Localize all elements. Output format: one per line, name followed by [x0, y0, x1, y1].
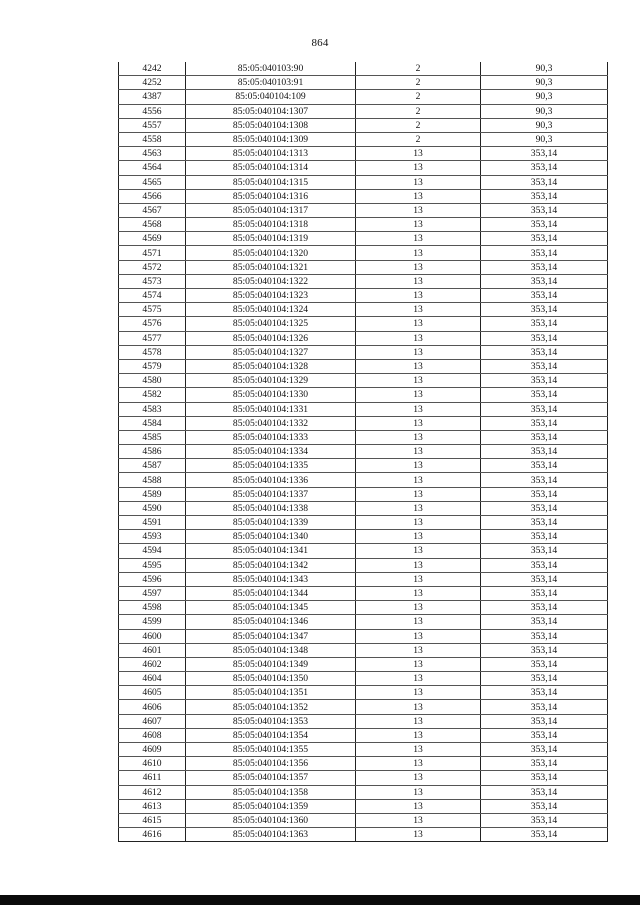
cadastral-number-cell: 85:05:040104:1360 — [186, 813, 356, 827]
area-cell: 90,3 — [481, 62, 608, 76]
area-cell: 353,14 — [481, 317, 608, 331]
record-id-cell: 4605 — [119, 686, 186, 700]
record-id-cell: 4558 — [119, 132, 186, 146]
count-cell: 13 — [356, 303, 481, 317]
record-id-cell: 4610 — [119, 757, 186, 771]
record-id-cell: 4589 — [119, 487, 186, 501]
count-cell: 13 — [356, 487, 481, 501]
count-cell: 13 — [356, 331, 481, 345]
cadastral-number-cell: 85:05:040104:1315 — [186, 175, 356, 189]
table-row — [119, 601, 608, 615]
cadastral-number-cell: 85:05:040104:1320 — [186, 246, 356, 260]
cadastral-number-cell: 85:05:040104:1347 — [186, 629, 356, 643]
cadastral-number-cell: 85:05:040104:1340 — [186, 530, 356, 544]
record-id-cell: 4598 — [119, 601, 186, 615]
area-cell: 353,14 — [481, 331, 608, 345]
cadastral-number-cell: 85:05:040104:1344 — [186, 586, 356, 600]
cadastral-number-cell: 85:05:040104:1332 — [186, 416, 356, 430]
count-cell: 13 — [356, 558, 481, 572]
cadastral-number-cell: 85:05:040104:1352 — [186, 700, 356, 714]
area-cell: 353,14 — [481, 544, 608, 558]
area-cell: 353,14 — [481, 388, 608, 402]
area-cell: 353,14 — [481, 289, 608, 303]
area-cell: 90,3 — [481, 90, 608, 104]
area-cell: 353,14 — [481, 487, 608, 501]
table-row — [119, 232, 608, 246]
record-id-cell: 4568 — [119, 218, 186, 232]
cadastral-number-cell: 85:05:040104:1335 — [186, 459, 356, 473]
count-cell: 13 — [356, 629, 481, 643]
area-cell: 353,14 — [481, 728, 608, 742]
count-cell: 13 — [356, 416, 481, 430]
area-cell: 353,14 — [481, 530, 608, 544]
cadastral-number-cell: 85:05:040104:1338 — [186, 501, 356, 515]
cadastral-number-cell: 85:05:040104:1326 — [186, 331, 356, 345]
count-cell: 13 — [356, 459, 481, 473]
area-cell: 353,14 — [481, 345, 608, 359]
count-cell: 2 — [356, 132, 481, 146]
table-row — [119, 289, 608, 303]
table-row — [119, 672, 608, 686]
area-cell: 353,14 — [481, 516, 608, 530]
table-row — [119, 317, 608, 331]
record-id-cell: 4600 — [119, 629, 186, 643]
cadastral-number-cell: 85:05:040104:1317 — [186, 203, 356, 217]
cadastral-number-cell: 85:05:040104:1323 — [186, 289, 356, 303]
cadastral-number-cell: 85:05:040104:1321 — [186, 260, 356, 274]
count-cell: 13 — [356, 757, 481, 771]
table-row — [119, 487, 608, 501]
record-id-cell: 4583 — [119, 402, 186, 416]
area-cell: 353,14 — [481, 175, 608, 189]
count-cell: 13 — [356, 828, 481, 842]
table-row — [119, 104, 608, 118]
record-id-cell: 4604 — [119, 672, 186, 686]
area-cell: 353,14 — [481, 501, 608, 515]
area-cell: 353,14 — [481, 714, 608, 728]
record-id-cell: 4572 — [119, 260, 186, 274]
table-row — [119, 161, 608, 175]
count-cell: 2 — [356, 104, 481, 118]
record-id-cell: 4585 — [119, 430, 186, 444]
table-row — [119, 260, 608, 274]
cadastral-number-cell: 85:05:040104:1348 — [186, 643, 356, 657]
record-id-cell: 4571 — [119, 246, 186, 260]
cadastral-number-cell: 85:05:040104:1341 — [186, 544, 356, 558]
area-cell: 353,14 — [481, 771, 608, 785]
record-id-cell: 4578 — [119, 345, 186, 359]
table-row — [119, 657, 608, 671]
table-row — [119, 76, 608, 90]
table-row — [119, 430, 608, 444]
record-id-cell: 4387 — [119, 90, 186, 104]
cadastral-number-cell: 85:05:040104:1357 — [186, 771, 356, 785]
area-cell: 353,14 — [481, 586, 608, 600]
table-row — [119, 459, 608, 473]
cadastral-number-cell: 85:05:040104:1318 — [186, 218, 356, 232]
area-cell: 353,14 — [481, 686, 608, 700]
cadastral-number-cell: 85:05:040104:1307 — [186, 104, 356, 118]
registry-table — [118, 62, 608, 842]
count-cell: 13 — [356, 743, 481, 757]
count-cell: 13 — [356, 388, 481, 402]
cadastral-number-cell: 85:05:040104:1308 — [186, 118, 356, 132]
cadastral-number-cell: 85:05:040103:91 — [186, 76, 356, 90]
record-id-cell: 4566 — [119, 189, 186, 203]
table-row — [119, 530, 608, 544]
table-row — [119, 771, 608, 785]
cadastral-number-cell: 85:05:040104:1358 — [186, 785, 356, 799]
count-cell: 13 — [356, 657, 481, 671]
table-row — [119, 473, 608, 487]
table-row — [119, 728, 608, 742]
table-row — [119, 586, 608, 600]
count-cell: 13 — [356, 615, 481, 629]
cadastral-number-cell: 85:05:040104:1350 — [186, 672, 356, 686]
area-cell: 353,14 — [481, 629, 608, 643]
record-id-cell: 4242 — [119, 62, 186, 76]
record-id-cell: 4596 — [119, 572, 186, 586]
table-row — [119, 345, 608, 359]
count-cell: 13 — [356, 544, 481, 558]
area-cell: 353,14 — [481, 601, 608, 615]
area-cell: 353,14 — [481, 615, 608, 629]
record-id-cell: 4252 — [119, 76, 186, 90]
table-row — [119, 118, 608, 132]
area-cell: 353,14 — [481, 743, 608, 757]
cadastral-number-cell: 85:05:040104:1349 — [186, 657, 356, 671]
area-cell: 353,14 — [481, 416, 608, 430]
count-cell: 2 — [356, 76, 481, 90]
record-id-cell: 4564 — [119, 161, 186, 175]
table-body — [119, 62, 608, 842]
cadastral-number-cell: 85:05:040104:1346 — [186, 615, 356, 629]
count-cell: 13 — [356, 345, 481, 359]
cadastral-number-cell: 85:05:040104:1345 — [186, 601, 356, 615]
cadastral-number-cell: 85:05:040104:1330 — [186, 388, 356, 402]
area-cell: 353,14 — [481, 147, 608, 161]
table-row — [119, 828, 608, 842]
count-cell: 13 — [356, 289, 481, 303]
record-id-cell: 4606 — [119, 700, 186, 714]
table-row — [119, 544, 608, 558]
record-id-cell: 4556 — [119, 104, 186, 118]
record-id-cell: 4594 — [119, 544, 186, 558]
cadastral-number-cell: 85:05:040104:1339 — [186, 516, 356, 530]
record-id-cell: 4601 — [119, 643, 186, 657]
count-cell: 13 — [356, 728, 481, 742]
area-cell: 353,14 — [481, 757, 608, 771]
table-row — [119, 501, 608, 515]
area-cell: 90,3 — [481, 104, 608, 118]
count-cell: 13 — [356, 161, 481, 175]
area-cell: 353,14 — [481, 232, 608, 246]
table-row — [119, 203, 608, 217]
count-cell: 13 — [356, 586, 481, 600]
table-row — [119, 799, 608, 813]
table-row — [119, 686, 608, 700]
count-cell: 13 — [356, 516, 481, 530]
area-cell: 353,14 — [481, 189, 608, 203]
count-cell: 13 — [356, 686, 481, 700]
count-cell: 13 — [356, 501, 481, 515]
record-id-cell: 4584 — [119, 416, 186, 430]
cadastral-number-cell: 85:05:040104:1314 — [186, 161, 356, 175]
area-cell: 353,14 — [481, 643, 608, 657]
area-cell: 353,14 — [481, 430, 608, 444]
area-cell: 353,14 — [481, 374, 608, 388]
area-cell: 353,14 — [481, 274, 608, 288]
table-row — [119, 416, 608, 430]
cadastral-number-cell: 85:05:040104:1342 — [186, 558, 356, 572]
count-cell: 13 — [356, 643, 481, 657]
area-cell: 353,14 — [481, 218, 608, 232]
record-id-cell: 4590 — [119, 501, 186, 515]
area-cell: 353,14 — [481, 246, 608, 260]
cadastral-number-cell: 85:05:040104:1363 — [186, 828, 356, 842]
cadastral-number-cell: 85:05:040104:1359 — [186, 799, 356, 813]
area-cell: 353,14 — [481, 161, 608, 175]
cadastral-number-cell: 85:05:040104:1333 — [186, 430, 356, 444]
page-number: 864 — [311, 37, 329, 49]
cadastral-number-cell: 85:05:040104:1327 — [186, 345, 356, 359]
count-cell: 13 — [356, 473, 481, 487]
area-cell: 353,14 — [481, 445, 608, 459]
record-id-cell: 4557 — [119, 118, 186, 132]
table-row — [119, 615, 608, 629]
record-id-cell: 4579 — [119, 359, 186, 373]
record-id-cell: 4574 — [119, 289, 186, 303]
count-cell: 13 — [356, 785, 481, 799]
cadastral-number-cell: 85:05:040104:1328 — [186, 359, 356, 373]
table-row — [119, 218, 608, 232]
table-row — [119, 558, 608, 572]
area-cell: 90,3 — [481, 132, 608, 146]
record-id-cell: 4582 — [119, 388, 186, 402]
record-id-cell: 4587 — [119, 459, 186, 473]
table-row — [119, 274, 608, 288]
area-cell: 353,14 — [481, 785, 608, 799]
area-cell: 353,14 — [481, 359, 608, 373]
count-cell: 13 — [356, 402, 481, 416]
count-cell: 13 — [356, 189, 481, 203]
count-cell: 13 — [356, 218, 481, 232]
area-cell: 353,14 — [481, 260, 608, 274]
count-cell: 2 — [356, 62, 481, 76]
record-id-cell: 4588 — [119, 473, 186, 487]
record-id-cell: 4611 — [119, 771, 186, 785]
cadastral-number-cell: 85:05:040104:1354 — [186, 728, 356, 742]
table-row — [119, 572, 608, 586]
record-id-cell: 4567 — [119, 203, 186, 217]
table-row — [119, 785, 608, 799]
cadastral-number-cell: 85:05:040104:1356 — [186, 757, 356, 771]
record-id-cell: 4609 — [119, 743, 186, 757]
cadastral-number-cell: 85:05:040104:1325 — [186, 317, 356, 331]
cadastral-number-cell: 85:05:040104:1329 — [186, 374, 356, 388]
table-row — [119, 303, 608, 317]
table-row — [119, 388, 608, 402]
record-id-cell: 4576 — [119, 317, 186, 331]
area-cell: 353,14 — [481, 799, 608, 813]
table-row — [119, 189, 608, 203]
table-row — [119, 813, 608, 827]
area-cell: 353,14 — [481, 473, 608, 487]
count-cell: 13 — [356, 203, 481, 217]
area-cell: 353,14 — [481, 402, 608, 416]
count-cell: 13 — [356, 246, 481, 260]
record-id-cell: 4563 — [119, 147, 186, 161]
area-cell: 353,14 — [481, 700, 608, 714]
cadastral-number-cell: 85:05:040104:1351 — [186, 686, 356, 700]
record-id-cell: 4580 — [119, 374, 186, 388]
cadastral-number-cell: 85:05:040104:1334 — [186, 445, 356, 459]
area-cell: 353,14 — [481, 672, 608, 686]
cadastral-number-cell: 85:05:040104:1316 — [186, 189, 356, 203]
area-cell: 353,14 — [481, 303, 608, 317]
record-id-cell: 4615 — [119, 813, 186, 827]
count-cell: 13 — [356, 445, 481, 459]
record-id-cell: 4575 — [119, 303, 186, 317]
record-id-cell: 4607 — [119, 714, 186, 728]
count-cell: 13 — [356, 601, 481, 615]
table-row — [119, 62, 608, 76]
table-row — [119, 445, 608, 459]
cadastral-number-cell: 85:05:040104:1343 — [186, 572, 356, 586]
table-row — [119, 643, 608, 657]
area-cell: 353,14 — [481, 657, 608, 671]
area-cell: 353,14 — [481, 558, 608, 572]
table-row — [119, 516, 608, 530]
count-cell: 13 — [356, 799, 481, 813]
count-cell: 13 — [356, 714, 481, 728]
count-cell: 13 — [356, 530, 481, 544]
count-cell: 13 — [356, 260, 481, 274]
table-row — [119, 700, 608, 714]
table-row — [119, 147, 608, 161]
record-id-cell: 4599 — [119, 615, 186, 629]
record-id-cell: 4586 — [119, 445, 186, 459]
record-id-cell: 4595 — [119, 558, 186, 572]
table-row — [119, 359, 608, 373]
count-cell: 13 — [356, 232, 481, 246]
area-cell: 90,3 — [481, 76, 608, 90]
record-id-cell: 4608 — [119, 728, 186, 742]
area-cell: 353,14 — [481, 459, 608, 473]
record-id-cell: 4612 — [119, 785, 186, 799]
area-cell: 353,14 — [481, 813, 608, 827]
cadastral-number-cell: 85:05:040104:1337 — [186, 487, 356, 501]
table-row — [119, 90, 608, 104]
table-row — [119, 132, 608, 146]
count-cell: 13 — [356, 374, 481, 388]
table-row — [119, 743, 608, 757]
count-cell: 2 — [356, 118, 481, 132]
cadastral-number-cell: 85:05:040104:1336 — [186, 473, 356, 487]
cadastral-number-cell: 85:05:040104:1319 — [186, 232, 356, 246]
cadastral-number-cell: 85:05:040104:109 — [186, 90, 356, 104]
count-cell: 13 — [356, 175, 481, 189]
count-cell: 13 — [356, 317, 481, 331]
record-id-cell: 4597 — [119, 586, 186, 600]
record-id-cell: 4573 — [119, 274, 186, 288]
count-cell: 13 — [356, 430, 481, 444]
count-cell: 13 — [356, 572, 481, 586]
table-row — [119, 629, 608, 643]
cadastral-number-cell: 85:05:040104:1313 — [186, 147, 356, 161]
table-row — [119, 246, 608, 260]
cadastral-number-cell: 85:05:040104:1324 — [186, 303, 356, 317]
table-row — [119, 757, 608, 771]
table-row — [119, 374, 608, 388]
table-row — [119, 402, 608, 416]
record-id-cell: 4569 — [119, 232, 186, 246]
area-cell: 353,14 — [481, 203, 608, 217]
area-cell: 353,14 — [481, 572, 608, 586]
count-cell: 13 — [356, 359, 481, 373]
scan-edge-bar — [0, 895, 640, 905]
table-row — [119, 714, 608, 728]
cadastral-number-cell: 85:05:040104:1353 — [186, 714, 356, 728]
record-id-cell: 4613 — [119, 799, 186, 813]
table-row — [119, 175, 608, 189]
record-id-cell: 4602 — [119, 657, 186, 671]
area-cell: 90,3 — [481, 118, 608, 132]
cadastral-number-cell: 85:05:040104:1309 — [186, 132, 356, 146]
count-cell: 13 — [356, 672, 481, 686]
count-cell: 13 — [356, 700, 481, 714]
record-id-cell: 4591 — [119, 516, 186, 530]
table-row — [119, 331, 608, 345]
cadastral-number-cell: 85:05:040104:1331 — [186, 402, 356, 416]
cadastral-number-cell: 85:05:040103:90 — [186, 62, 356, 76]
record-id-cell: 4593 — [119, 530, 186, 544]
count-cell: 2 — [356, 90, 481, 104]
record-id-cell: 4616 — [119, 828, 186, 842]
cadastral-number-cell: 85:05:040104:1322 — [186, 274, 356, 288]
cadastral-number-cell: 85:05:040104:1355 — [186, 743, 356, 757]
area-cell: 353,14 — [481, 828, 608, 842]
record-id-cell: 4577 — [119, 331, 186, 345]
count-cell: 13 — [356, 147, 481, 161]
record-id-cell: 4565 — [119, 175, 186, 189]
count-cell: 13 — [356, 274, 481, 288]
count-cell: 13 — [356, 813, 481, 827]
count-cell: 13 — [356, 771, 481, 785]
